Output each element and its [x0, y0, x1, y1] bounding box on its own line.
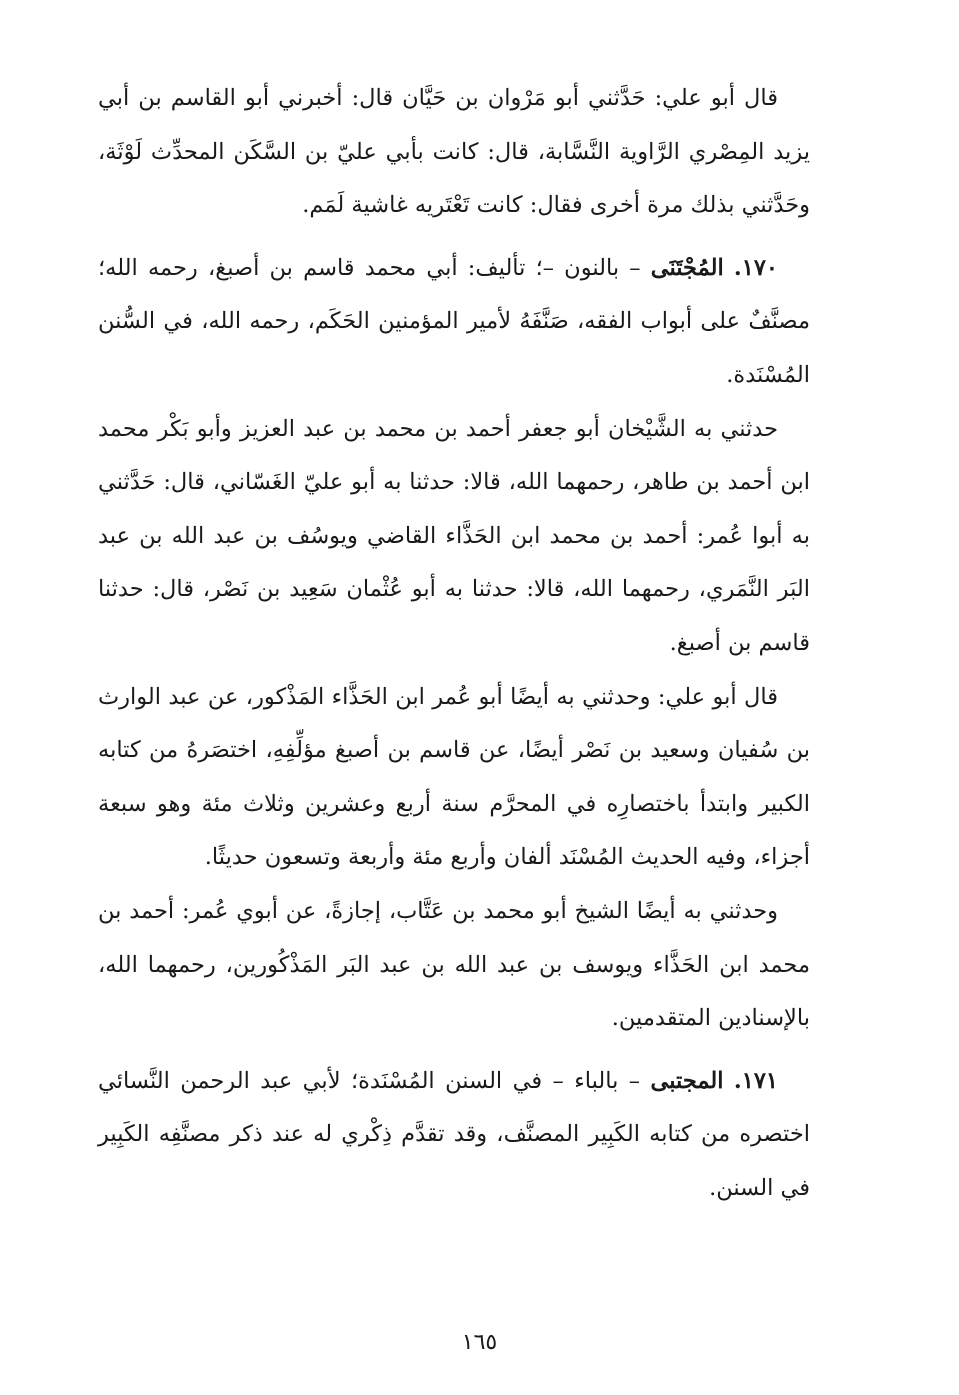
entry-number: ١٧١. [733, 1067, 778, 1094]
book-page-body [98, 72, 810, 1215]
entry-title: المجتبى [650, 1067, 724, 1094]
paragraph-text: وحدثني به أيضًا الشيخ أبو محمد بن عَتَّاب، إجازةً، عن أبوي عُمر: أحمد بن محمد ابن الحَذَّاء ويوسف بن عبد الله بن عبد البَر المَذْكُورين، رحمهما الله، بالإسنادين المتقدمين. [98, 897, 810, 1032]
paragraph-text: حدثني به الشَّيْخان أبو جعفر أحمد بن محمد بن عبد العزيز وأبو بَكْر محمد ابن أحمد بن طاهر، رحمهما الله، قالا: حدثنا به أبو عليّ الغَسّاني، قال: حَدَّثني به أبوا عُمر: أحمد بن محمد ابن الحَذَّاء القاضي ويوسُف بن عبد الله بن عبد البَر النَّمَري، رحمهما الله، قالا: حدثنا به أبو عُثْمان سَعِيد بن نَصْر، قال: حدثنا قاسم بن أصبغ. [98, 415, 810, 656]
paragraph-isnad-3 [98, 885, 810, 1046]
paragraph-text: قال أبو علي: وحدثني به أيضًا أبو عُمر ابن الحَذَّاء المَذْكور، عن عبد الوارث بن سُفيان وسعيد بن نَصْر أيضًا، عن قاسم بن أصبغ مؤلِّفِهِ، اختصَرهُ من كتابه الكبير وابتدأ باختصارِه في المحرَّم سنة أربع وعشرين وثلاث مئة وهو سبعة أجزاء، وفيه الحديث المُسْنَد ألفان وأربع مئة وأربعة وتسعون حديثًا. [98, 683, 810, 871]
entry-text: – بالباء – في السنن المُسْنَدة؛ لأبي عبد الرحمن النَّسائي اختصره من كتابه الكَبِير المصنَّف، وقد تقدَّم ذِكْري له عند ذكر مصنَّفِه الكَبِير في السنن. [98, 1067, 810, 1201]
entry-text: – بالنون –؛ تأليف: أبي محمد قاسم بن أصبغ، رحمه الله؛ مصنَّفٌ على أبواب الفقه، صَنَّفَهُ لأمير المؤمنين الحَكَم، رحمه الله، في السُّنن المُسْنَدة. [98, 254, 810, 388]
paragraph-narration-1 [98, 72, 810, 233]
paragraph-text: قال أبو علي: حَدَّثني أبو مَرْوان بن حَيَّان قال: أخبرني أبو القاسم بن أبي يزيد المِصْري الرَّاوية النَّسَّابة، قال: كانت بأبي عليّ بن السَّكَن المحدِّث لَوْثَة، وحَدَّثني بذلك مرة أخرى فقال: كانت تَعْتَريه غاشية لَمَم. [98, 85, 810, 219]
entry-171 [98, 1055, 810, 1216]
paragraph-isnad-1 [98, 403, 810, 671]
entry-title: المُجْتَنَى [650, 254, 724, 281]
entry-number: ١٧٠. [733, 254, 778, 281]
entry-170 [98, 242, 810, 403]
page-number: ١٦٥ [461, 1330, 498, 1355]
paragraph-isnad-2 [98, 671, 810, 885]
